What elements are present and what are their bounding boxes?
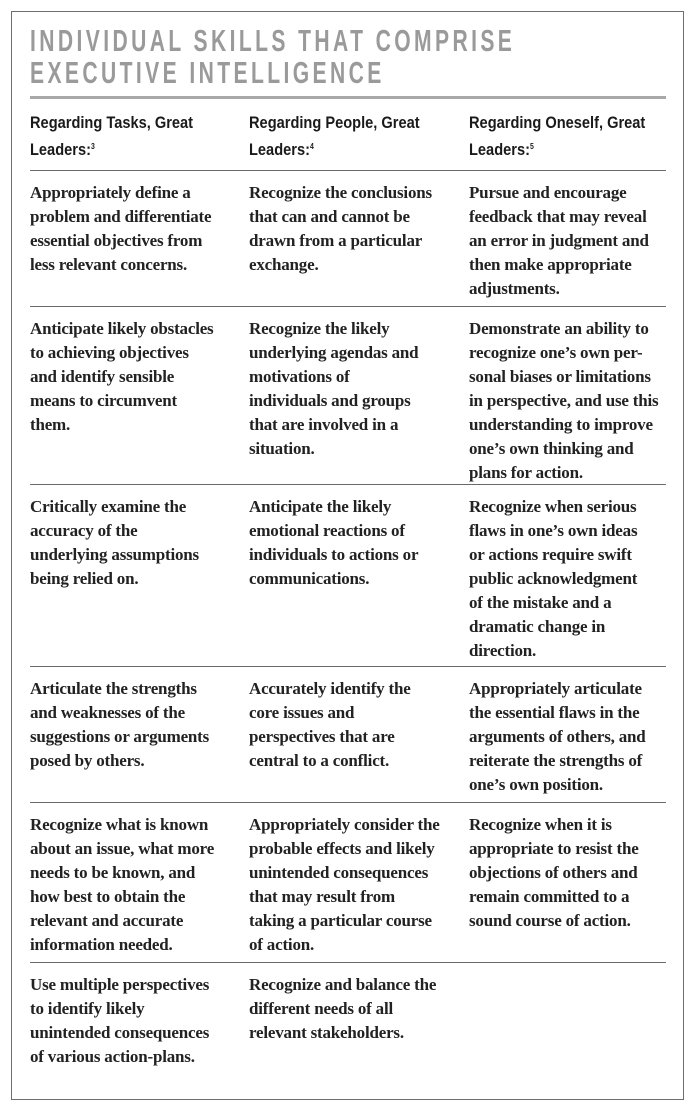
table-cell: Use multiple perspectives to identify likely unintended consequences of various action-plans. — [30, 975, 210, 1066]
table-cell: Recognize the conclusions that can and cannot be drawn from a particular exchange. — [249, 183, 432, 274]
row-divider — [30, 962, 666, 963]
table-cell: Articulate the strengths and weaknesses of the suggestions or arguments posed by others. — [30, 679, 210, 770]
table-cell: Pursue and encourage feedback that may reveal an error in judgment and then make appropriate adjustments. — [469, 183, 649, 298]
table-cell: Demonstrate an ability to recognize one’s own per- sonal biases or limitations in perspective, and use this understanding to improve one’s own thinking and plans for action. — [469, 319, 659, 482]
row-divider — [30, 666, 666, 667]
box-title — [30, 25, 515, 89]
column-header — [249, 111, 430, 162]
column-header-line: Leaders:$^3$ — [30, 140, 95, 159]
column-header-line: Regarding Oneself, Great — [469, 113, 646, 132]
table-cell: Recognize the likely underlying agendas and motivations of individuals and groups that are involved in a situation. — [249, 319, 419, 458]
table-cell: Appropriately consider the probable effects and likely unintended consequences that may result from taking a particular course of action. — [249, 815, 440, 954]
row-divider — [30, 170, 666, 171]
table-cell: Appropriately articulate the essential flaws in the arguments of others, and reiterate the strengths of one’s own position. — [469, 679, 646, 794]
table-cell: Recognize what is known about an issue, what more needs to be known, and how best to obtain the relevant and accurate information needed. — [30, 815, 215, 954]
column-header-line: Regarding Tasks, Great — [30, 113, 194, 132]
row-divider — [30, 306, 666, 307]
footnote-marker: 5 — [529, 142, 534, 151]
table-cell: Appropriately define a problem and differentiate essential objectives from less relevant concerns. — [30, 183, 212, 274]
title-line-1: INDIVIDUAL SKILLS THAT COMPRISE — [30, 23, 516, 58]
title-rule — [30, 96, 666, 99]
column-header — [469, 111, 650, 162]
table-cell: Critically examine the accuracy of the underlying assumptions being relied on. — [30, 497, 199, 588]
column-header — [30, 111, 211, 162]
column-header-line: Leaders:$^5$ — [469, 140, 534, 159]
table-cell: Anticipate likely obstacles to achieving objectives and identify sensible means to circumvent them. — [30, 319, 214, 434]
column-header-line: Leaders:$^4$ — [249, 140, 314, 159]
table-cell: Recognize when it is appropriate to resist the objections of others and remain committed to a sound course of action. — [469, 815, 639, 930]
table-cell: Anticipate the likely emotional reactions of individuals to actions or communications. — [249, 497, 419, 588]
column-header-line: Regarding People, Great — [249, 113, 420, 132]
footnote-marker: 3 — [90, 142, 95, 151]
row-divider — [30, 802, 666, 803]
row-divider — [30, 484, 666, 485]
table-cell: Recognize when serious flaws in one’s own ideas or actions require swift public acknowledgment of the mistake and a dramatic change in direction. — [469, 497, 638, 660]
table-cell: Accurately identify the core issues and perspectives that are central to a conflict. — [249, 679, 411, 770]
title-line-2: EXECUTIVE INTELLIGENCE — [30, 55, 385, 90]
footnote-marker: 4 — [309, 142, 314, 151]
table-cell: Recognize and balance the different needs of all relevant stakeholders. — [249, 975, 437, 1042]
